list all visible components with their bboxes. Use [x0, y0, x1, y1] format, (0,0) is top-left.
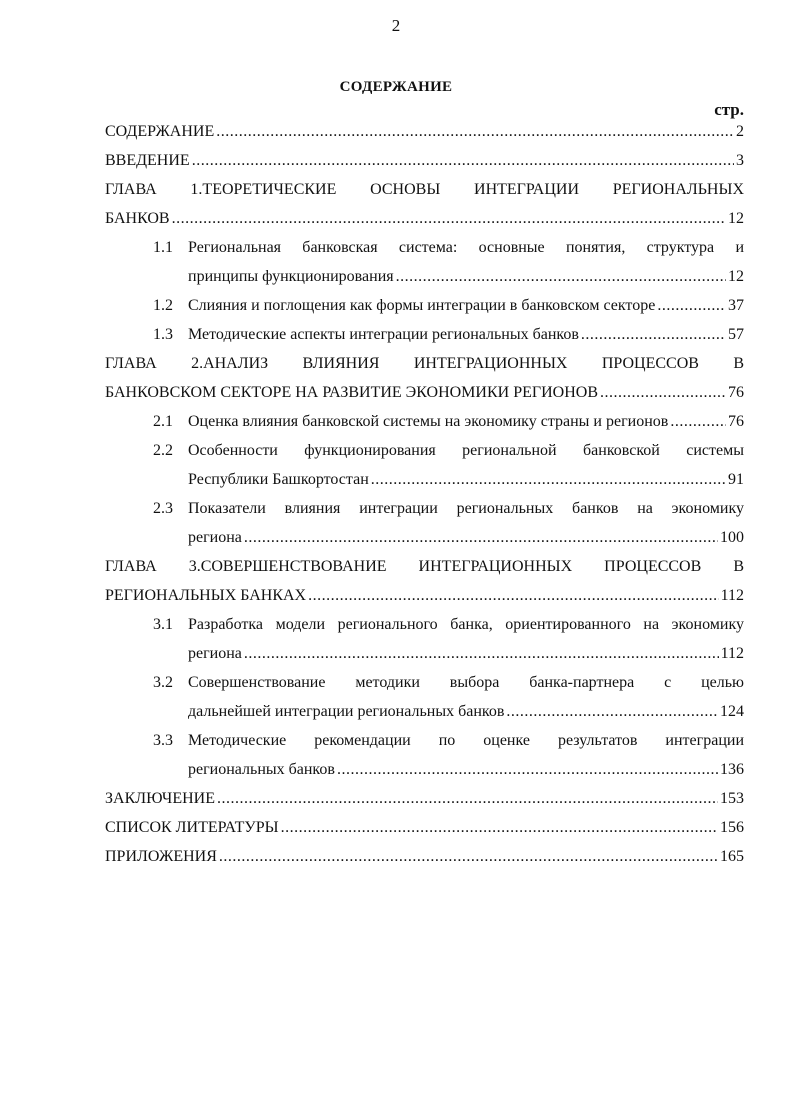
section-number: 3.1 — [153, 616, 173, 633]
toc-entry-page: 153 — [720, 790, 744, 807]
toc-section-1-2[interactable] — [105, 291, 744, 320]
leader-dots — [670, 407, 726, 436]
section-title: Разработка модели регионального банка, ориентированного на экономику — [188, 616, 744, 633]
toc-section-2-1[interactable] — [105, 407, 744, 436]
toc-entry-title: СПИСОК ЛИТЕРАТУРЫ — [105, 819, 279, 836]
toc-entry-title: РЕГИОНАЛЬНЫХ БАНКАХ — [105, 587, 307, 604]
section-title: Методические рекомендации по оценке результатов интеграции — [188, 732, 744, 749]
toc-chapter-2-title-end[interactable] — [105, 378, 744, 407]
toc-section-2-2[interactable] — [105, 436, 744, 494]
toc-chapter-1-title[interactable]: ГЛАВА 1.ТЕОРЕТИЧЕСКИЕ ОСНОВЫ ИНТЕГРАЦИИ РЕГИОНАЛЬНЫХ — [105, 181, 744, 198]
section-number: 3.3 — [153, 732, 173, 749]
toc-entry-prilozheniya[interactable] — [105, 842, 744, 871]
toc-entry-vvedenie[interactable] — [105, 146, 744, 175]
section-number: 1.1 — [153, 239, 173, 256]
leader-dots — [217, 784, 718, 813]
section-number: 3.2 — [153, 674, 173, 691]
leader-dots — [219, 842, 718, 871]
leader-dots — [244, 523, 718, 552]
toc-chapter-2-title[interactable]: ГЛАВА 2.АНАЛИЗ ВЛИЯНИЯ ИНТЕГРАЦИОННЫХ ПРОЦЕССОВ В — [105, 355, 744, 372]
toc-entry-page: 76 — [728, 384, 744, 401]
section-title-end: региона — [188, 645, 242, 662]
toc-entry-page: 156 — [720, 819, 744, 836]
section-title: Методические аспекты интеграции региональных банков — [188, 326, 579, 343]
section-title: Оценка влияния банковской системы на экономику страны и регионов — [188, 413, 669, 430]
leader-dots — [281, 813, 718, 842]
toc-entry-page: 112 — [720, 645, 744, 662]
leader-dots — [308, 581, 718, 610]
leader-dots — [600, 378, 726, 407]
toc-section-3-3[interactable] — [105, 726, 744, 784]
leader-dots — [192, 146, 734, 175]
toc-entry-page: 124 — [720, 703, 744, 720]
toc-entry-page: 136 — [720, 761, 744, 778]
section-number: 1.3 — [153, 326, 173, 343]
section-number: 2.3 — [153, 500, 173, 517]
leader-dots — [581, 320, 726, 349]
toc-entry-page: 100 — [720, 529, 744, 546]
toc-entry-title: БАНКОВСКОМ СЕКТОРЕ НА РАЗВИТИЕ ЭКОНОМИКИ РЕГИОНОВ — [105, 384, 598, 401]
toc-entry-title: ВВЕДЕНИЕ — [105, 152, 190, 169]
toc-chapter-3-title[interactable]: ГЛАВА 3.СОВЕРШЕНСТВОВАНИЕ ИНТЕГРАЦИОННЫХ ПРОЦЕССОВ В — [105, 558, 744, 575]
section-title-end: региона — [188, 529, 242, 546]
toc-section-1-1[interactable] — [105, 233, 744, 291]
toc-entry-page: 165 — [720, 848, 744, 865]
leader-dots — [244, 639, 719, 668]
toc-heading: СОДЕРЖАНИЕ — [339, 79, 453, 95]
toc-chapter-1-title-end[interactable] — [105, 204, 744, 233]
section-title-end: дальнейшей интеграции региональных банков — [188, 703, 505, 720]
section-title-end: Республики Башкортостан — [188, 471, 369, 488]
section-title: Показатели влияния интеграции региональных банков на экономику — [188, 500, 744, 517]
leader-dots — [506, 697, 718, 726]
table-of-contents — [105, 117, 744, 871]
toc-entry-page: 12 — [728, 268, 744, 285]
toc-entry-page: 37 — [728, 297, 744, 314]
page-number: 2 — [391, 16, 401, 35]
toc-section-3-2[interactable] — [105, 668, 744, 726]
toc-entry-zakluchenie[interactable] — [105, 784, 744, 813]
section-title-end: принципы функционирования — [188, 268, 394, 285]
toc-entry-title: ЗАКЛЮЧЕНИЕ — [105, 790, 215, 807]
section-title-end: региональных банков — [188, 761, 335, 778]
toc-entry-page: 57 — [728, 326, 744, 343]
toc-section-3-1[interactable] — [105, 610, 744, 668]
toc-entry-page: 3 — [736, 152, 744, 169]
page-column-label: стр. — [714, 100, 744, 119]
toc-entry-page: 12 — [728, 210, 744, 227]
leader-dots — [216, 117, 734, 146]
toc-entry-page: 76 — [728, 413, 744, 430]
toc-entry-title: БАНКОВ — [105, 210, 170, 227]
toc-entry-page: 91 — [728, 471, 744, 488]
toc-entry-literatura[interactable] — [105, 813, 744, 842]
section-title: Региональная банковская система: основные понятия, структура и — [188, 239, 744, 256]
leader-dots — [337, 755, 718, 784]
toc-chapter-3-title-end[interactable] — [105, 581, 744, 610]
toc-section-1-3[interactable] — [105, 320, 744, 349]
toc-entry-page: 2 — [736, 123, 744, 140]
toc-entry-title: ПРИЛОЖЕНИЯ — [105, 848, 217, 865]
toc-entry-title: СОДЕРЖАНИЕ — [105, 123, 215, 140]
leader-dots — [371, 465, 726, 494]
toc-section-2-3[interactable] — [105, 494, 744, 552]
toc-entry-page: 112 — [720, 587, 744, 604]
section-number: 1.2 — [153, 297, 173, 314]
section-number: 2.1 — [153, 413, 173, 430]
section-title: Слияния и поглощения как формы интеграции в банковском секторе — [188, 297, 656, 314]
toc-entry-soderzhanie[interactable] — [105, 117, 744, 146]
leader-dots — [172, 204, 726, 233]
section-number: 2.2 — [153, 442, 173, 459]
section-title: Совершенствование методики выбора банка-партнера с целью — [188, 674, 744, 691]
section-title: Особенности функционирования региональной банковской системы — [188, 442, 744, 459]
leader-dots — [657, 291, 726, 320]
leader-dots — [396, 262, 726, 291]
